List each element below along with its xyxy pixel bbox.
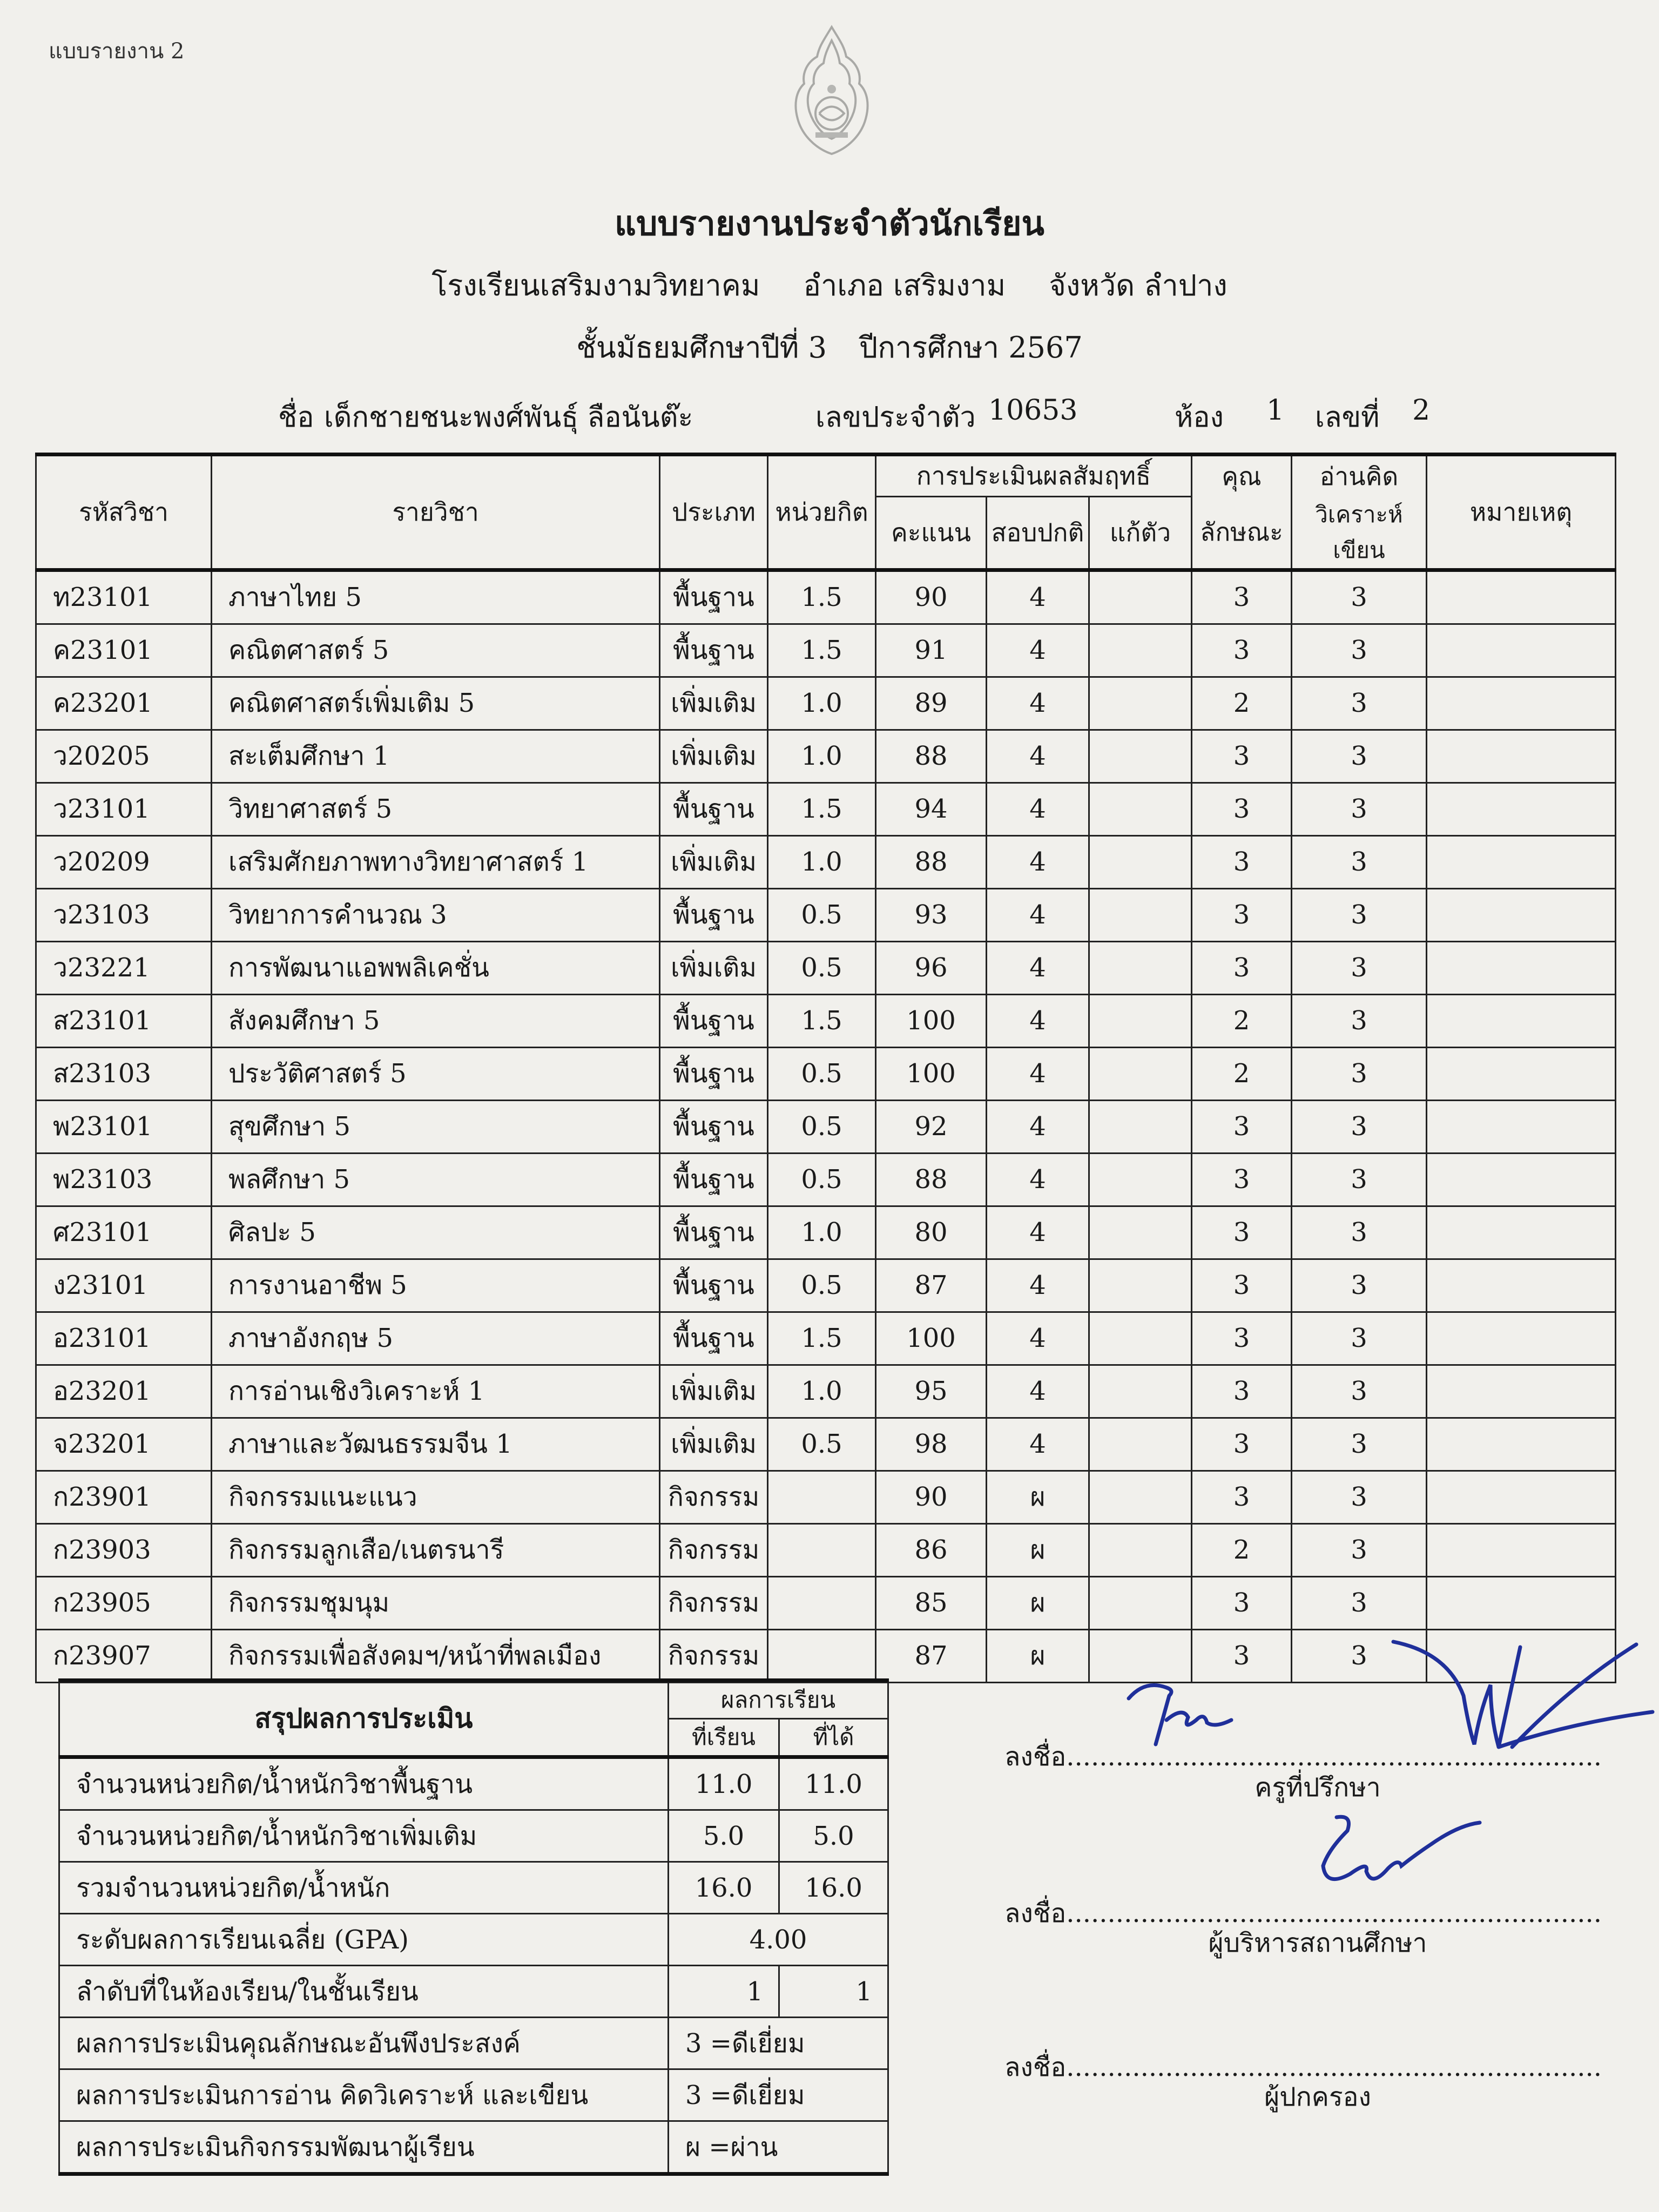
subject-credit: 1.5 (768, 994, 876, 1047)
academic-year: ปีการศึกษา 2567 (859, 331, 1083, 365)
subject-retake (1089, 677, 1192, 730)
subject-name: การพัฒนาแอพพลิเคชั่น (212, 941, 660, 994)
summary-studied-header: ที่เรียน (669, 1719, 779, 1757)
subject-remark (1427, 1471, 1616, 1523)
subject-credit (768, 1471, 876, 1523)
subject-remark (1427, 677, 1616, 730)
subject-credit: 0.5 (768, 1259, 876, 1312)
subject-retake (1089, 835, 1192, 888)
subject-grade: 4 (987, 1365, 1089, 1418)
subject-retake (1089, 783, 1192, 835)
header-code: รหัสวิชา (36, 455, 212, 570)
summary-row-earned: 16.0 (779, 1862, 888, 1914)
table-row (36, 888, 1616, 941)
subject-remark (1427, 1312, 1616, 1365)
subject-name: กิจกรรมเพื่อสังคมฯ/หน้าที่พลเมือง (212, 1629, 660, 1682)
table-row (36, 783, 1616, 835)
subject-char: 3 (1192, 783, 1292, 835)
subject-remark (1427, 941, 1616, 994)
subject-char: 3 (1192, 1206, 1292, 1259)
subject-read: 3 (1292, 730, 1427, 783)
subject-code: ว20205 (36, 730, 212, 783)
subject-type: พื้นฐาน (660, 1259, 768, 1312)
subject-remark (1427, 994, 1616, 1047)
subject-credit (768, 1629, 876, 1682)
subject-name: การงานอาชีพ 5 (212, 1259, 660, 1312)
subject-grade: 4 (987, 624, 1089, 677)
table-row (36, 570, 1616, 624)
char-eval-value: 3 =ดีเยี่ยม (669, 2018, 888, 2069)
subject-code: ง23101 (36, 1259, 212, 1312)
subject-code: ส23101 (36, 994, 212, 1047)
number-label: เลขที่ (1315, 401, 1380, 434)
subject-retake (1089, 1100, 1192, 1153)
subject-name: ภาษาและวัฒนธรรมจีน 1 (212, 1418, 660, 1471)
subject-retake (1089, 1259, 1192, 1312)
director-sign-line: ลงชื่อ................................................................. (1004, 1898, 1602, 1928)
subject-credit: 0.5 (768, 1047, 876, 1100)
subject-name: ประวัติศาสตร์ 5 (212, 1047, 660, 1100)
subject-grade: 4 (987, 1100, 1089, 1153)
subject-code: ส23103 (36, 1047, 212, 1100)
subject-grade: 4 (987, 835, 1089, 888)
gpa-value: 4.00 (669, 1914, 888, 1966)
subject-score: 80 (876, 1206, 987, 1259)
student-name: เด็กชายชนะพงศ์พันธุ์ ลือนันต๊ะ (324, 401, 693, 434)
subject-type: เพิ่มเติม (660, 941, 768, 994)
subject-remark (1427, 1153, 1616, 1206)
summary-title: สรุปผลการประเมิน (59, 1681, 669, 1757)
subject-credit: 1.5 (768, 570, 876, 624)
subject-score: 96 (876, 941, 987, 994)
subject-grade: 4 (987, 888, 1089, 941)
subject-char: 3 (1192, 941, 1292, 994)
subject-name: วิทยาศาสตร์ 5 (212, 783, 660, 835)
gpa-label: ระดับผลการเรียนเฉลี่ย (GPA) (59, 1914, 669, 1966)
subject-name: กิจกรรมชุมนุม (212, 1576, 660, 1629)
subject-score: 100 (876, 1312, 987, 1365)
subject-type: พื้นฐาน (660, 570, 768, 624)
subject-grade: 4 (987, 783, 1089, 835)
subject-char: 3 (1192, 730, 1292, 783)
subject-remark (1427, 1576, 1616, 1629)
page-title: แบบรายงานประจำตัวนักเรียน (615, 204, 1044, 243)
student-id: 10653 (988, 394, 1078, 427)
subject-type: พื้นฐาน (660, 1206, 768, 1259)
form-code: แบบรายงาน 2 (49, 39, 185, 64)
subject-credit: 0.5 (768, 1100, 876, 1153)
subject-code: ค23201 (36, 677, 212, 730)
subject-remark (1427, 1206, 1616, 1259)
subject-score: 94 (876, 783, 987, 835)
subject-retake (1089, 888, 1192, 941)
subject-code: พ23103 (36, 1153, 212, 1206)
subject-remark (1427, 835, 1616, 888)
subject-char: 2 (1192, 677, 1292, 730)
subject-credit: 1.5 (768, 783, 876, 835)
subject-retake (1089, 1206, 1192, 1259)
table-row (36, 994, 1616, 1047)
subject-name: คณิตศาสตร์ 5 (212, 624, 660, 677)
subject-code: ว23101 (36, 783, 212, 835)
subject-grade: 4 (987, 1418, 1089, 1471)
table-row (36, 1523, 1616, 1576)
room-value: 1 (1266, 394, 1285, 427)
grade-year-line (0, 324, 1659, 370)
subject-read: 3 (1292, 1153, 1427, 1206)
subject-remark (1427, 888, 1616, 941)
subject-score: 87 (876, 1259, 987, 1312)
subject-remark (1427, 783, 1616, 835)
char-eval-label: ผลการประเมินคุณลักษณะอันพึงประสงค์ (59, 2018, 669, 2069)
subject-retake (1089, 1576, 1192, 1629)
table-row (36, 1629, 1616, 1682)
subject-retake (1089, 1418, 1192, 1471)
subject-name: ศิลปะ 5 (212, 1206, 660, 1259)
subject-remark (1427, 624, 1616, 677)
subject-type: เพิ่มเติม (660, 677, 768, 730)
subject-type: พื้นฐาน (660, 1153, 768, 1206)
subject-remark (1427, 1365, 1616, 1418)
header-char-top: คุณ (1192, 455, 1292, 497)
subject-read: 3 (1292, 994, 1427, 1047)
subject-type: พื้นฐาน (660, 888, 768, 941)
table-row (36, 1153, 1616, 1206)
summary-row-earned: 5.0 (779, 1810, 888, 1862)
subject-type: เพิ่มเติม (660, 1418, 768, 1471)
subject-read: 3 (1292, 1365, 1427, 1418)
subject-read: 3 (1292, 1629, 1427, 1682)
summary-row-studied: 5.0 (669, 1810, 779, 1862)
subject-char: 3 (1192, 624, 1292, 677)
subject-score: 95 (876, 1365, 987, 1418)
subject-score: 85 (876, 1576, 987, 1629)
subject-score: 90 (876, 1471, 987, 1523)
subject-type: พื้นฐาน (660, 1047, 768, 1100)
activity-eval-value: ผ =ผ่าน (669, 2121, 888, 2174)
subject-code: ก23907 (36, 1629, 212, 1682)
header-credit: หน่วยกิต (768, 455, 876, 570)
subject-name: สุขศึกษา 5 (212, 1100, 660, 1153)
director-signature-icon (1307, 1806, 1491, 1909)
subject-code: ว23103 (36, 888, 212, 941)
subject-retake (1089, 624, 1192, 677)
header-char-bottom: ลักษณะ (1192, 497, 1292, 570)
rank-grade: 1 (779, 1966, 888, 2018)
subject-read: 3 (1292, 570, 1427, 624)
subject-char: 3 (1192, 835, 1292, 888)
table-row (36, 941, 1616, 994)
subject-code: ท23101 (36, 570, 212, 624)
subject-type: กิจกรรม (660, 1523, 768, 1576)
table-row (36, 1418, 1616, 1471)
subject-code: ก23903 (36, 1523, 212, 1576)
subject-credit (768, 1523, 876, 1576)
director-role: ผู้บริหารสถานศึกษา (1208, 1928, 1427, 1958)
subject-name: ภาษาอังกฤษ 5 (212, 1312, 660, 1365)
subject-read: 3 (1292, 888, 1427, 941)
summary-row-label: จำนวนหน่วยกิต/น้ำหนักวิชาพื้นฐาน (59, 1757, 669, 1810)
subject-char: 3 (1192, 1471, 1292, 1523)
table-row (36, 1100, 1616, 1153)
table-row (36, 1365, 1616, 1418)
subject-credit: 0.5 (768, 1418, 876, 1471)
rank-room: 1 (669, 1966, 779, 2018)
header-read-top: อ่านคิด (1292, 455, 1427, 497)
table-row (36, 835, 1616, 888)
subject-retake (1089, 730, 1192, 783)
subject-type: พื้นฐาน (660, 783, 768, 835)
subject-credit: 0.5 (768, 1153, 876, 1206)
subject-remark (1427, 570, 1616, 624)
subject-credit: 1.0 (768, 677, 876, 730)
subject-grade: 4 (987, 1259, 1089, 1312)
subject-char: 3 (1192, 1259, 1292, 1312)
subject-grade: 4 (987, 941, 1089, 994)
subject-name: เสริมศักยภาพทางวิทยาศาสตร์ 1 (212, 835, 660, 888)
subject-credit: 0.5 (768, 941, 876, 994)
header-grade: สอบปกติ (987, 497, 1089, 570)
subject-remark (1427, 1047, 1616, 1100)
advisor-signature-icon (1123, 1669, 1285, 1755)
summary-row (59, 1757, 888, 1810)
header-assessment: การประเมินผลสัมฤทธิ์ (876, 455, 1192, 497)
number-value: 2 (1412, 394, 1431, 427)
subject-read: 3 (1292, 1206, 1427, 1259)
subject-name: สังคมศึกษา 5 (212, 994, 660, 1047)
subject-retake (1089, 1471, 1192, 1523)
subject-char: 3 (1192, 1365, 1292, 1418)
subject-grade: 4 (987, 570, 1089, 624)
read-eval-value: 3 =ดีเยี่ยม (669, 2069, 888, 2121)
subject-remark (1427, 1523, 1616, 1576)
subject-credit (768, 1576, 876, 1629)
subject-retake (1089, 1365, 1192, 1418)
subject-score: 93 (876, 888, 987, 941)
header-subject: รายวิชา (212, 455, 660, 570)
school-emblem-icon (786, 24, 878, 157)
subject-retake (1089, 1047, 1192, 1100)
subject-read: 3 (1292, 941, 1427, 994)
subject-remark (1427, 1418, 1616, 1471)
subject-grade: ผ (987, 1576, 1089, 1629)
subject-grade: 4 (987, 1312, 1089, 1365)
header-remark: หมายเหตุ (1427, 455, 1616, 570)
student-name-label: ชื่อ (278, 401, 314, 434)
subject-type: เพิ่มเติม (660, 730, 768, 783)
subject-char: 3 (1192, 1153, 1292, 1206)
subject-type: กิจกรรม (660, 1629, 768, 1682)
activity-eval-label: ผลการประเมินกิจกรรมพัฒนาผู้เรียน (59, 2121, 669, 2174)
subject-type: เพิ่มเติม (660, 835, 768, 888)
subject-type: พื้นฐาน (660, 624, 768, 677)
subject-score: 92 (876, 1100, 987, 1153)
subject-code: จ23201 (36, 1418, 212, 1471)
subject-char: 2 (1192, 994, 1292, 1047)
subject-char: 3 (1192, 1576, 1292, 1629)
subject-grade: ผ (987, 1629, 1089, 1682)
subject-grade: 4 (987, 994, 1089, 1047)
subject-retake (1089, 1312, 1192, 1365)
school-district: อำเภอ เสริมงาม (803, 268, 1006, 302)
subject-score: 100 (876, 1047, 987, 1100)
subject-score: 88 (876, 1153, 987, 1206)
advisor-signature-mark-icon (1382, 1631, 1659, 1761)
school-province: จังหวัด ลำปาง (1049, 268, 1228, 302)
subject-read: 3 (1292, 1100, 1427, 1153)
subject-read: 3 (1292, 783, 1427, 835)
subject-credit: 0.5 (768, 888, 876, 941)
subject-name: กิจกรรมลูกเสือ/เนตรนารี (212, 1523, 660, 1576)
summary-earned-header: ที่ได้ (779, 1719, 888, 1757)
subject-remark (1427, 730, 1616, 783)
subject-retake (1089, 941, 1192, 994)
subject-score: 91 (876, 624, 987, 677)
subject-code: ศ23101 (36, 1206, 212, 1259)
subject-retake (1089, 994, 1192, 1047)
header-type: ประเภท (660, 455, 768, 570)
advisor-sign-line: ลงชื่อ................................................................. (1004, 1742, 1602, 1772)
table-row (36, 677, 1616, 730)
subject-score: 88 (876, 730, 987, 783)
subject-code: ว20209 (36, 835, 212, 888)
parent-role: ผู้ปกครอง (1264, 2082, 1371, 2112)
advisor-role: ครูที่ปรึกษา (1255, 1772, 1381, 1803)
subject-type: พื้นฐาน (660, 994, 768, 1047)
subject-read: 3 (1292, 1523, 1427, 1576)
subject-read: 3 (1292, 1471, 1427, 1523)
subject-credit: 1.0 (768, 1206, 876, 1259)
table-row (36, 624, 1616, 677)
rank-label: ลำดับที่ในห้องเรียน/ในชั้นเรียน (59, 1966, 669, 2018)
table-row (36, 730, 1616, 783)
subject-code: ก23905 (36, 1576, 212, 1629)
grade-level: ชั้นมัธยมศึกษาปีที่ 3 (576, 331, 827, 365)
subject-credit: 1.5 (768, 1312, 876, 1365)
subject-code: พ23101 (36, 1100, 212, 1153)
subject-name: กิจกรรมแนะแนว (212, 1471, 660, 1523)
summary-row (59, 1862, 888, 1914)
subject-code: ก23901 (36, 1471, 212, 1523)
school-line (0, 262, 1659, 308)
subject-grade: 4 (987, 1206, 1089, 1259)
subject-read: 3 (1292, 1312, 1427, 1365)
subject-score: 90 (876, 570, 987, 624)
summary-result-header: ผลการเรียน (669, 1681, 888, 1719)
summary-row (59, 1810, 888, 1862)
subject-retake (1089, 1523, 1192, 1576)
table-row (36, 1312, 1616, 1365)
subject-char: 3 (1192, 570, 1292, 624)
subject-type: พื้นฐาน (660, 1100, 768, 1153)
subject-code: ว23221 (36, 941, 212, 994)
subject-grade: 4 (987, 677, 1089, 730)
parent-sign-line: ลงชื่อ................................................................. (1004, 2052, 1602, 2082)
subject-read: 3 (1292, 624, 1427, 677)
subject-name: ภาษาไทย 5 (212, 570, 660, 624)
summary-row-label: จำนวนหน่วยกิต/น้ำหนักวิชาเพิ่มเติม (59, 1810, 669, 1862)
subject-name: สะเต็มศึกษา 1 (212, 730, 660, 783)
subject-score: 88 (876, 835, 987, 888)
header-read-bottom: วิเคราะห์เขียน (1292, 497, 1427, 570)
subject-char: 3 (1192, 1418, 1292, 1471)
subject-char: 3 (1192, 1100, 1292, 1153)
subject-char: 2 (1192, 1047, 1292, 1100)
subject-credit: 1.0 (768, 730, 876, 783)
summary-row-studied: 16.0 (669, 1862, 779, 1914)
subject-credit: 1.0 (768, 835, 876, 888)
subject-credit: 1.0 (768, 1365, 876, 1418)
subject-char: 2 (1192, 1523, 1292, 1576)
subject-grade: ผ (987, 1471, 1089, 1523)
subject-credit: 1.5 (768, 624, 876, 677)
student-id-label: เลขประจำตัว (815, 401, 976, 434)
subject-read: 3 (1292, 835, 1427, 888)
table-row (36, 1576, 1616, 1629)
subject-code: อ23101 (36, 1312, 212, 1365)
table-row (36, 1471, 1616, 1523)
grades-table (35, 453, 1616, 1683)
subject-grade: 4 (987, 730, 1089, 783)
subject-read: 3 (1292, 1047, 1427, 1100)
room-label: ห้อง (1175, 401, 1224, 434)
table-row (36, 1206, 1616, 1259)
subject-retake (1089, 1153, 1192, 1206)
subject-type: กิจกรรม (660, 1471, 768, 1523)
subject-code: อ23201 (36, 1365, 212, 1418)
subject-char: 3 (1192, 888, 1292, 941)
table-row (36, 1047, 1616, 1100)
subject-name: วิทยาการคำนวณ 3 (212, 888, 660, 941)
subject-type: เพิ่มเติม (660, 1365, 768, 1418)
summary-table (58, 1678, 889, 2176)
subject-read: 3 (1292, 1259, 1427, 1312)
subject-type: กิจกรรม (660, 1576, 768, 1629)
subject-remark (1427, 1100, 1616, 1153)
subject-read: 3 (1292, 1576, 1427, 1629)
summary-row-label: รวมจำนวนหน่วยกิต/น้ำหนัก (59, 1862, 669, 1914)
subject-name: พลศึกษา 5 (212, 1153, 660, 1206)
subject-remark (1427, 1259, 1616, 1312)
header-score: คะแนน (876, 497, 987, 570)
subject-type: พื้นฐาน (660, 1312, 768, 1365)
summary-row-earned: 11.0 (779, 1757, 888, 1810)
subject-score: 100 (876, 994, 987, 1047)
subject-grade: 4 (987, 1153, 1089, 1206)
subject-code: ค23101 (36, 624, 212, 677)
summary-row-studied: 11.0 (669, 1757, 779, 1810)
subject-name: คณิตศาสตร์เพิ่มเติม 5 (212, 677, 660, 730)
subject-grade: ผ (987, 1523, 1089, 1576)
subject-char: 3 (1192, 1629, 1292, 1682)
subject-score: 89 (876, 677, 987, 730)
subject-retake (1089, 570, 1192, 624)
subject-grade: 4 (987, 1047, 1089, 1100)
subject-name: การอ่านเชิงวิเคราะห์ 1 (212, 1365, 660, 1418)
subject-score: 98 (876, 1418, 987, 1471)
subject-char: 3 (1192, 1312, 1292, 1365)
subject-score: 86 (876, 1523, 987, 1576)
read-eval-label: ผลการประเมินการอ่าน คิดวิเคราะห์ และเขียน (59, 2069, 669, 2121)
subject-read: 3 (1292, 677, 1427, 730)
header-retake: แก้ตัว (1089, 497, 1192, 570)
subject-score: 87 (876, 1629, 987, 1682)
subject-read: 3 (1292, 1418, 1427, 1471)
school-name: โรงเรียนเสริมงามวิทยาคม (431, 268, 760, 302)
table-row (36, 1259, 1616, 1312)
